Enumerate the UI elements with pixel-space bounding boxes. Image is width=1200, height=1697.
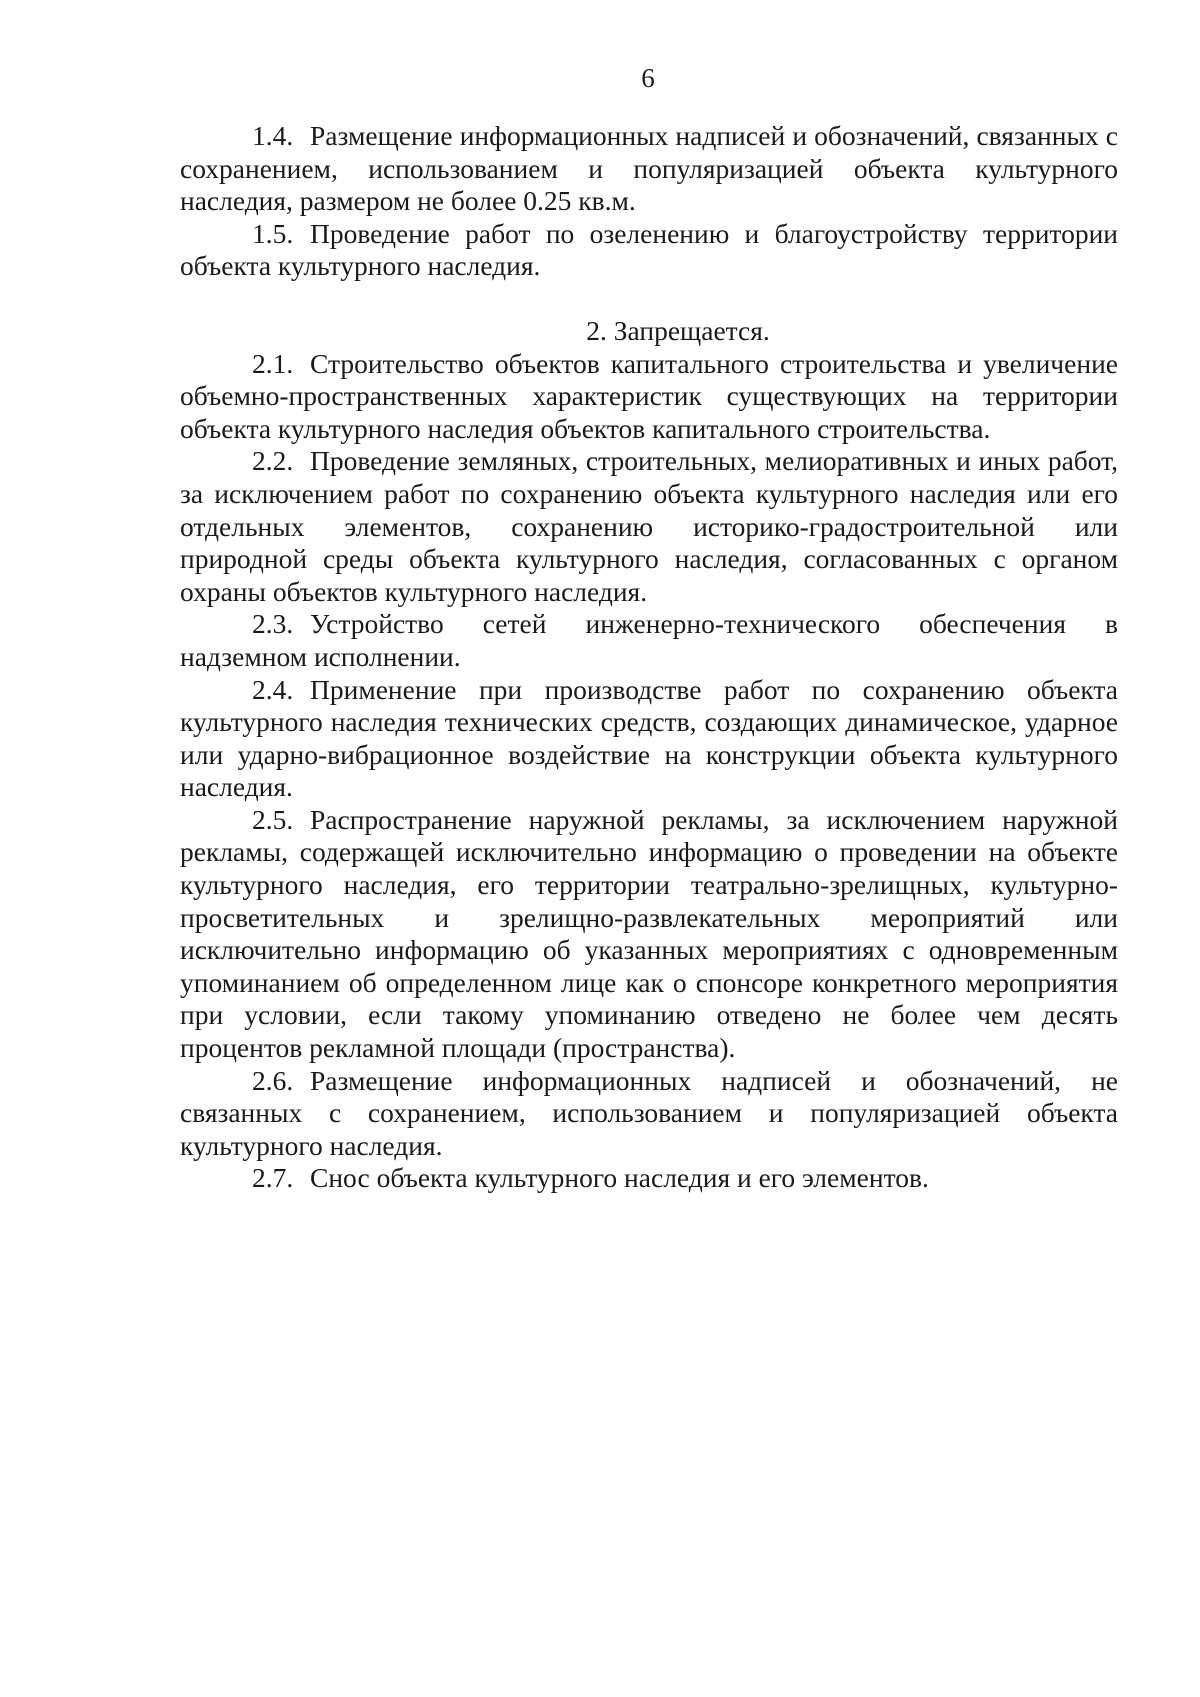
clause-text: Применение при производстве работ по сохранению объекта культурного наследия технических средств, создающих динамическое, ударное или ударно-вибрационное воздействие на конструкции объекта культурного наследия. xyxy=(180,673,1118,803)
clause-text: Распространение наружной рекламы, за исключением наружной рекламы, содержащей исключительно информацию о проведении на объекте культурного наследия, его территории театрально-зрелищных, культурно-просветительных и зрелищно-развлекательных мероприятий или исключительно информацию об указанных мероприятиях с одновременным упоминанием об определенном лице как о спонсоре конкретного мероприятия при условии, если такому упоминанию отведено не более чем десять процентов рекламной площади (пространства). xyxy=(180,803,1118,1064)
section-title: 2. Запрещается. xyxy=(586,314,770,346)
clause-2-2 xyxy=(180,445,1118,608)
clause-text: Проведение работ по озеленению и благоустройству территории объекта культурного наследия. xyxy=(180,217,1118,282)
clause-1-4 xyxy=(180,120,1118,218)
clause-text: Размещение информационных надписей и обозначений, связанных с сохранением, использованием и популяризацией объекта культурного наследия, размером не более 0.25 кв.м. xyxy=(180,120,1118,217)
document-body xyxy=(180,120,1118,1195)
clause-2-7 xyxy=(180,1162,1118,1195)
clause-2-1 xyxy=(180,348,1118,446)
clause-2-5 xyxy=(180,804,1118,1065)
page-number: 6 xyxy=(641,63,655,93)
clause-number: 1.5. xyxy=(252,217,294,249)
clause-2-6 xyxy=(180,1065,1118,1163)
clause-number: 2.5. xyxy=(252,803,294,835)
clause-number: 2.1. xyxy=(252,347,294,379)
clause-1-5 xyxy=(180,218,1118,283)
clause-number: 1.4. xyxy=(252,120,294,151)
clause-text: Устройство сетей инженерно-технического обеспечения в надземном исполнении. xyxy=(180,608,1118,672)
clause-text: Проведение земляных, строительных, мелиоративных и иных работ, за исключением работ по сохранению объекта культурного наследия или его отдельных элементов, сохранению историко-градостроительной или природной среды объекта культурного наследия, согласованных с органом охраны объектов культурного наследия. xyxy=(180,445,1118,607)
clause-number: 2.2. xyxy=(252,445,294,477)
clause-number: 2.4. xyxy=(252,673,294,705)
clause-number: 2.3. xyxy=(252,608,294,640)
clause-text: Снос объекта культурного наследия и его элементов. xyxy=(310,1162,929,1194)
clause-text: Строительство объектов капитального строительства и увеличение объемно-пространственных характеристик существующих на территории объекта культурного наследия объектов капитального строительства. xyxy=(180,347,1118,444)
clause-text: Размещение информационных надписей и обозначений, не связанных с сохранением, использованием и популяризацией объекта культурного наследия. xyxy=(180,1064,1118,1161)
clause-2-3 xyxy=(180,608,1118,673)
clause-2-4 xyxy=(180,674,1118,804)
clause-number: 2.6. xyxy=(252,1064,294,1096)
clause-number: 2.7. xyxy=(252,1162,294,1194)
